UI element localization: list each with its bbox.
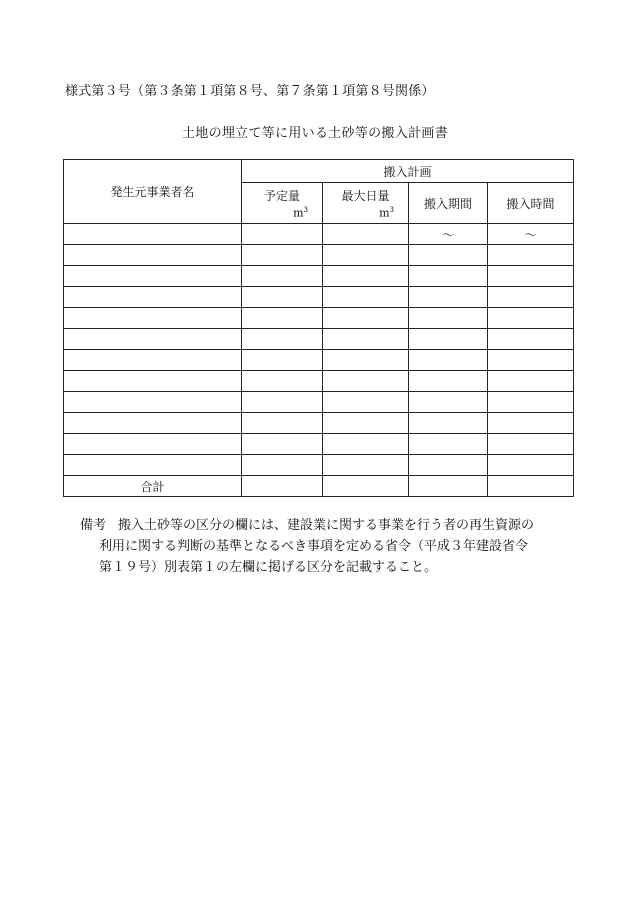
document-title: 土地の埋立て等に用いる土砂等の搬入計画書 (181, 126, 448, 141)
remark-heading: 備考 (80, 518, 107, 533)
unit-cubic-meter: $m^3$ (379, 206, 394, 220)
remark-body (118, 515, 580, 536)
planned-volume-cell[interactable] (242, 392, 323, 413)
planned-volume-cell[interactable] (242, 266, 323, 287)
time-cell[interactable] (488, 245, 574, 266)
planned-volume-cell[interactable] (242, 371, 323, 392)
table-row (64, 308, 574, 329)
period-cell[interactable] (409, 392, 488, 413)
time-cell[interactable] (488, 350, 574, 371)
origin-company-cell[interactable] (64, 245, 242, 266)
time-cell[interactable]: ～ (488, 224, 574, 245)
planned-volume-cell[interactable] (242, 350, 323, 371)
remark-line-1: 搬入土砂等の区分の欄には、建設業に関する事業を行う者の再生資源の (118, 518, 535, 533)
period-cell[interactable] (409, 455, 488, 476)
origin-company-cell[interactable] (64, 455, 242, 476)
remark-line-2: 利用に関する判断の基準となるべき事項を定める省令（平成３年建設省令 (99, 539, 529, 554)
time-cell[interactable] (488, 308, 574, 329)
max-daily-cell[interactable] (323, 245, 409, 266)
time-cell[interactable] (488, 455, 574, 476)
planned-volume-cell[interactable] (242, 224, 323, 245)
table-row (64, 455, 574, 476)
period-cell[interactable] (409, 308, 488, 329)
time-cell[interactable] (488, 371, 574, 392)
unit-cubic-meter: $m^3$ (293, 206, 308, 220)
period-cell[interactable] (409, 245, 488, 266)
origin-company-cell[interactable] (64, 329, 242, 350)
header-max-daily-volume (323, 183, 409, 224)
origin-company-cell[interactable] (64, 266, 242, 287)
period-cell[interactable] (409, 329, 488, 350)
max-daily-cell[interactable] (323, 413, 409, 434)
table-row (64, 350, 574, 371)
time-cell[interactable] (488, 434, 574, 455)
header-transport-plan: 搬入計画 (242, 160, 574, 183)
header-planned-volume-label: 予定量 (263, 189, 300, 203)
remark-line-3: 第１９号）別表第１の左欄に掲げる区分を記載すること。 (99, 560, 438, 575)
total-row-label: 合計 (64, 476, 242, 497)
header-planned-volume (242, 183, 323, 224)
period-cell[interactable] (409, 287, 488, 308)
period-cell[interactable]: ～ (409, 224, 488, 245)
planned-volume-cell[interactable] (242, 455, 323, 476)
max-daily-cell[interactable] (323, 266, 409, 287)
period-cell[interactable] (409, 413, 488, 434)
max-daily-cell[interactable] (323, 308, 409, 329)
planned-volume-cell[interactable] (242, 329, 323, 350)
time-cell[interactable] (488, 287, 574, 308)
planned-volume-cell[interactable] (242, 308, 323, 329)
planned-volume-cell[interactable] (242, 287, 323, 308)
max-daily-cell[interactable] (323, 329, 409, 350)
table-row (64, 287, 574, 308)
max-daily-cell[interactable] (323, 350, 409, 371)
period-cell[interactable] (409, 350, 488, 371)
table-row (64, 224, 574, 245)
total-max-daily-cell[interactable] (323, 476, 409, 497)
total-planned-cell[interactable] (242, 476, 323, 497)
table-row (64, 413, 574, 434)
time-cell[interactable] (488, 329, 574, 350)
time-cell[interactable] (488, 413, 574, 434)
max-daily-cell[interactable] (323, 224, 409, 245)
table-row (64, 329, 574, 350)
time-cell[interactable] (488, 266, 574, 287)
total-period-cell[interactable] (409, 476, 488, 497)
table-row (64, 434, 574, 455)
transport-plan-table (63, 159, 574, 497)
table-row (64, 245, 574, 266)
table-row (64, 371, 574, 392)
origin-company-cell[interactable] (64, 413, 242, 434)
table-row (64, 392, 574, 413)
planned-volume-cell[interactable] (242, 413, 323, 434)
header-transport-time: 搬入時間 (488, 183, 574, 224)
max-daily-cell[interactable] (323, 287, 409, 308)
header-max-daily-label: 最大日量 (341, 189, 390, 203)
period-cell[interactable] (409, 434, 488, 455)
max-daily-cell[interactable] (323, 392, 409, 413)
origin-company-cell[interactable] (64, 224, 242, 245)
planned-volume-cell[interactable] (242, 245, 323, 266)
origin-company-cell[interactable] (64, 434, 242, 455)
header-origin-company: 発生元事業者名 (64, 160, 242, 224)
table-row (64, 266, 574, 287)
header-transport-period: 搬入期間 (409, 183, 488, 224)
origin-company-cell[interactable] (64, 308, 242, 329)
origin-company-cell[interactable] (64, 350, 242, 371)
period-cell[interactable] (409, 371, 488, 392)
max-daily-cell[interactable] (323, 371, 409, 392)
total-time-cell[interactable] (488, 476, 574, 497)
max-daily-cell[interactable] (323, 434, 409, 455)
planned-volume-cell[interactable] (242, 434, 323, 455)
max-daily-cell[interactable] (323, 455, 409, 476)
origin-company-cell[interactable] (64, 371, 242, 392)
origin-company-cell[interactable] (64, 287, 242, 308)
form-number-label: 様式第３号（第３条第１項第８号、第７条第１項第８号関係） (65, 84, 435, 99)
period-cell[interactable] (409, 266, 488, 287)
origin-company-cell[interactable] (64, 392, 242, 413)
time-cell[interactable] (488, 392, 574, 413)
